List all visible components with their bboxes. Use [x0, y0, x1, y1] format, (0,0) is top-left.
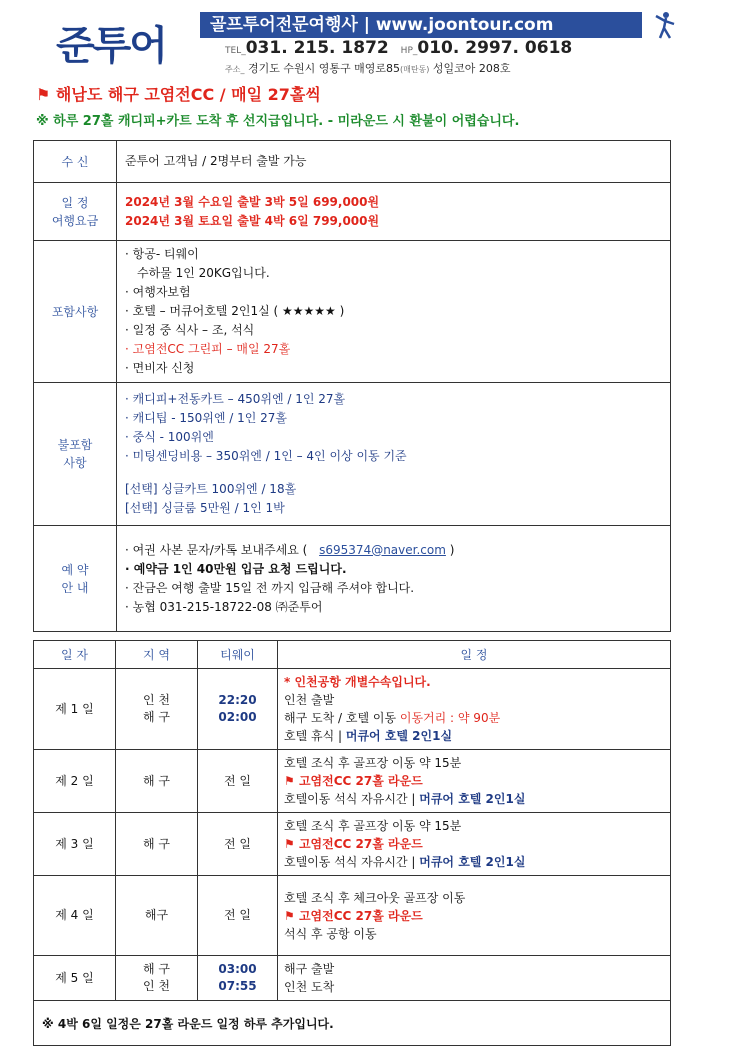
plan-line: 호텔 휴식 | 머큐어 호텔 2인1실 [284, 729, 453, 743]
subtitle-notice: ※ 하루 27홀 캐디피+카트 도착 후 선지급입니다. - 미라운드 시 환불이 어렵습니다. [36, 114, 520, 129]
schedule-row [34, 813, 671, 876]
flight-time-cell: 03:00 07:55 [198, 956, 278, 1001]
day-cell: 제 3 일 [34, 813, 116, 876]
region-cell: 해 구 [116, 813, 198, 876]
day-cell: 제 2 일 [34, 750, 116, 813]
plan-line: ⚑ 고염전CC 27홀 라운드 [284, 908, 423, 923]
region-cell: 해 구 [116, 750, 198, 813]
excluded-list: · 캐디피+전동카트 – 450위엔 / 1인 27홀 · 캐디팁 - 150위엔 / 1인 27홀 · 중식 - 100위엔 · 미팅센딩비용 – 350위엔 / 1인 – 4인 이상 이동 기준 [선택] 싱글카트 100위엔 / 18홀 [선택] 싱글룸 5만원 / 1인 1박 [117, 383, 671, 526]
region-cell: 해 구 인 천 [116, 956, 198, 1001]
flag-icon: ⚑ [284, 837, 299, 851]
info-table [33, 140, 671, 632]
flag-icon: ⚑ [284, 774, 299, 788]
booking-label: 예 약 안 내 [34, 526, 117, 632]
plan-line: * 인천공항 개별수속입니다. [284, 675, 431, 689]
flight-time-cell: 전 일 [198, 876, 278, 956]
plan-cell [278, 669, 671, 750]
flag-icon: ⚑ [36, 85, 56, 104]
region-cell: 해구 [116, 876, 198, 956]
plan-line: 석식 후 공항 이동 [284, 926, 377, 941]
booking-info: · 여권 사본 문자/카톡 보내주세요 ( s695374@naver.com ) · 예약금 1인 40만원 입금 요청 드립니다. · 잔금은 여행 출발 15일 전 까지 입금해 주셔야 합니다. · 농협 031-215-18722-08 ㈜준투어 [117, 526, 671, 632]
day-cell: 제 5 일 [34, 956, 116, 1001]
schedule-table [33, 640, 671, 1046]
email-link[interactable]: s695374@naver.com [319, 542, 446, 557]
included-list: · 항공- 티웨이 수하물 1인 20KG입니다. · 여행자보험 · 호텔 – 머큐어호텔 2인1실 ( ★★★★★ ) · 일정 중 식사 – 조, 석식 · 고염전CC 그린피 – 매일 27홀 · 면비자 신청 [117, 241, 671, 383]
day-cell: 제 4 일 [34, 876, 116, 956]
to-value: 준투어 고객님 / 2명부터 출발 가능 [117, 141, 671, 183]
day-cell: 제 1 일 [34, 669, 116, 750]
plan-line: 호텔이동 석식 자유시간 | 머큐어 호텔 2인1실 [284, 855, 526, 869]
logo: 준투어 [56, 23, 166, 69]
schedule-row [34, 956, 671, 1001]
schedule-note: ※ 4박 6일 일정은 27홀 라운드 일정 하루 추가입니다. [34, 1001, 671, 1046]
schedule-row [34, 876, 671, 956]
plan-line: 인천 출발 [284, 693, 335, 707]
price-values: 2024년 3월 수요일 출발 3박 5일 699,000원 2024년 3월 토요일 출발 4박 6일 799,000원 [117, 183, 671, 241]
to-label: 수 신 [34, 141, 117, 183]
schedule-row [34, 669, 671, 750]
plan-cell [278, 750, 671, 813]
phone-line: TEL_031. 215. 1872 HP_010. 2997. 0618 [225, 38, 573, 58]
plan-line: 해구 출발 [284, 962, 335, 976]
included-label: 포함사항 [34, 241, 117, 383]
schedule-row [34, 750, 671, 813]
flight-time-cell: 22:20 02:00 [198, 669, 278, 750]
col-header-plan: 일 정 [278, 641, 671, 669]
excluded-label: 불포함 사항 [34, 383, 117, 526]
region-cell: 인 천 해 구 [116, 669, 198, 750]
plan-line: ⚑ 고염전CC 27홀 라운드 [284, 774, 423, 788]
col-header-date: 일 자 [34, 641, 116, 669]
price-label: 일 정 여행요금 [34, 183, 117, 241]
banner: 골프투어전문여행사 | www.joontour.com [200, 12, 642, 38]
flag-icon: ⚑ [284, 908, 299, 923]
flight-time-cell: 전 일 [198, 813, 278, 876]
address: 주소_ 경기도 수원시 영통구 매영로85(매탄동) 성일코아 208호 [225, 62, 511, 75]
plan-line: 인천 도착 [284, 980, 335, 994]
plan-line: ⚑ 고염전CC 27홀 라운드 [284, 837, 423, 851]
plan-line: 호텔이동 석식 자유시간 | 머큐어 호텔 2인1실 [284, 792, 526, 806]
header [50, 8, 680, 76]
plan-cell [278, 813, 671, 876]
plan-line: 호텔 조식 후 골프장 이동 약 15분 [284, 819, 462, 833]
col-header-region: 지 역 [116, 641, 198, 669]
col-header-flight: 티웨이 [198, 641, 278, 669]
flight-time-cell: 전 일 [198, 750, 278, 813]
plan-cell [278, 956, 671, 1001]
golfer-icon [646, 10, 680, 40]
plan-line: 호텔 조식 후 골프장 이동 약 15분 [284, 756, 462, 770]
plan-line: 해구 도착 / 호텔 이동 이동거리 : 약 90분 [284, 711, 501, 725]
page-title: ⚑ 해남도 해구 고염전CC / 매일 27홀씩 [36, 85, 321, 104]
plan-cell [278, 876, 671, 956]
plan-line: 호텔 조식 후 체크아웃 골프장 이동 [284, 890, 466, 905]
